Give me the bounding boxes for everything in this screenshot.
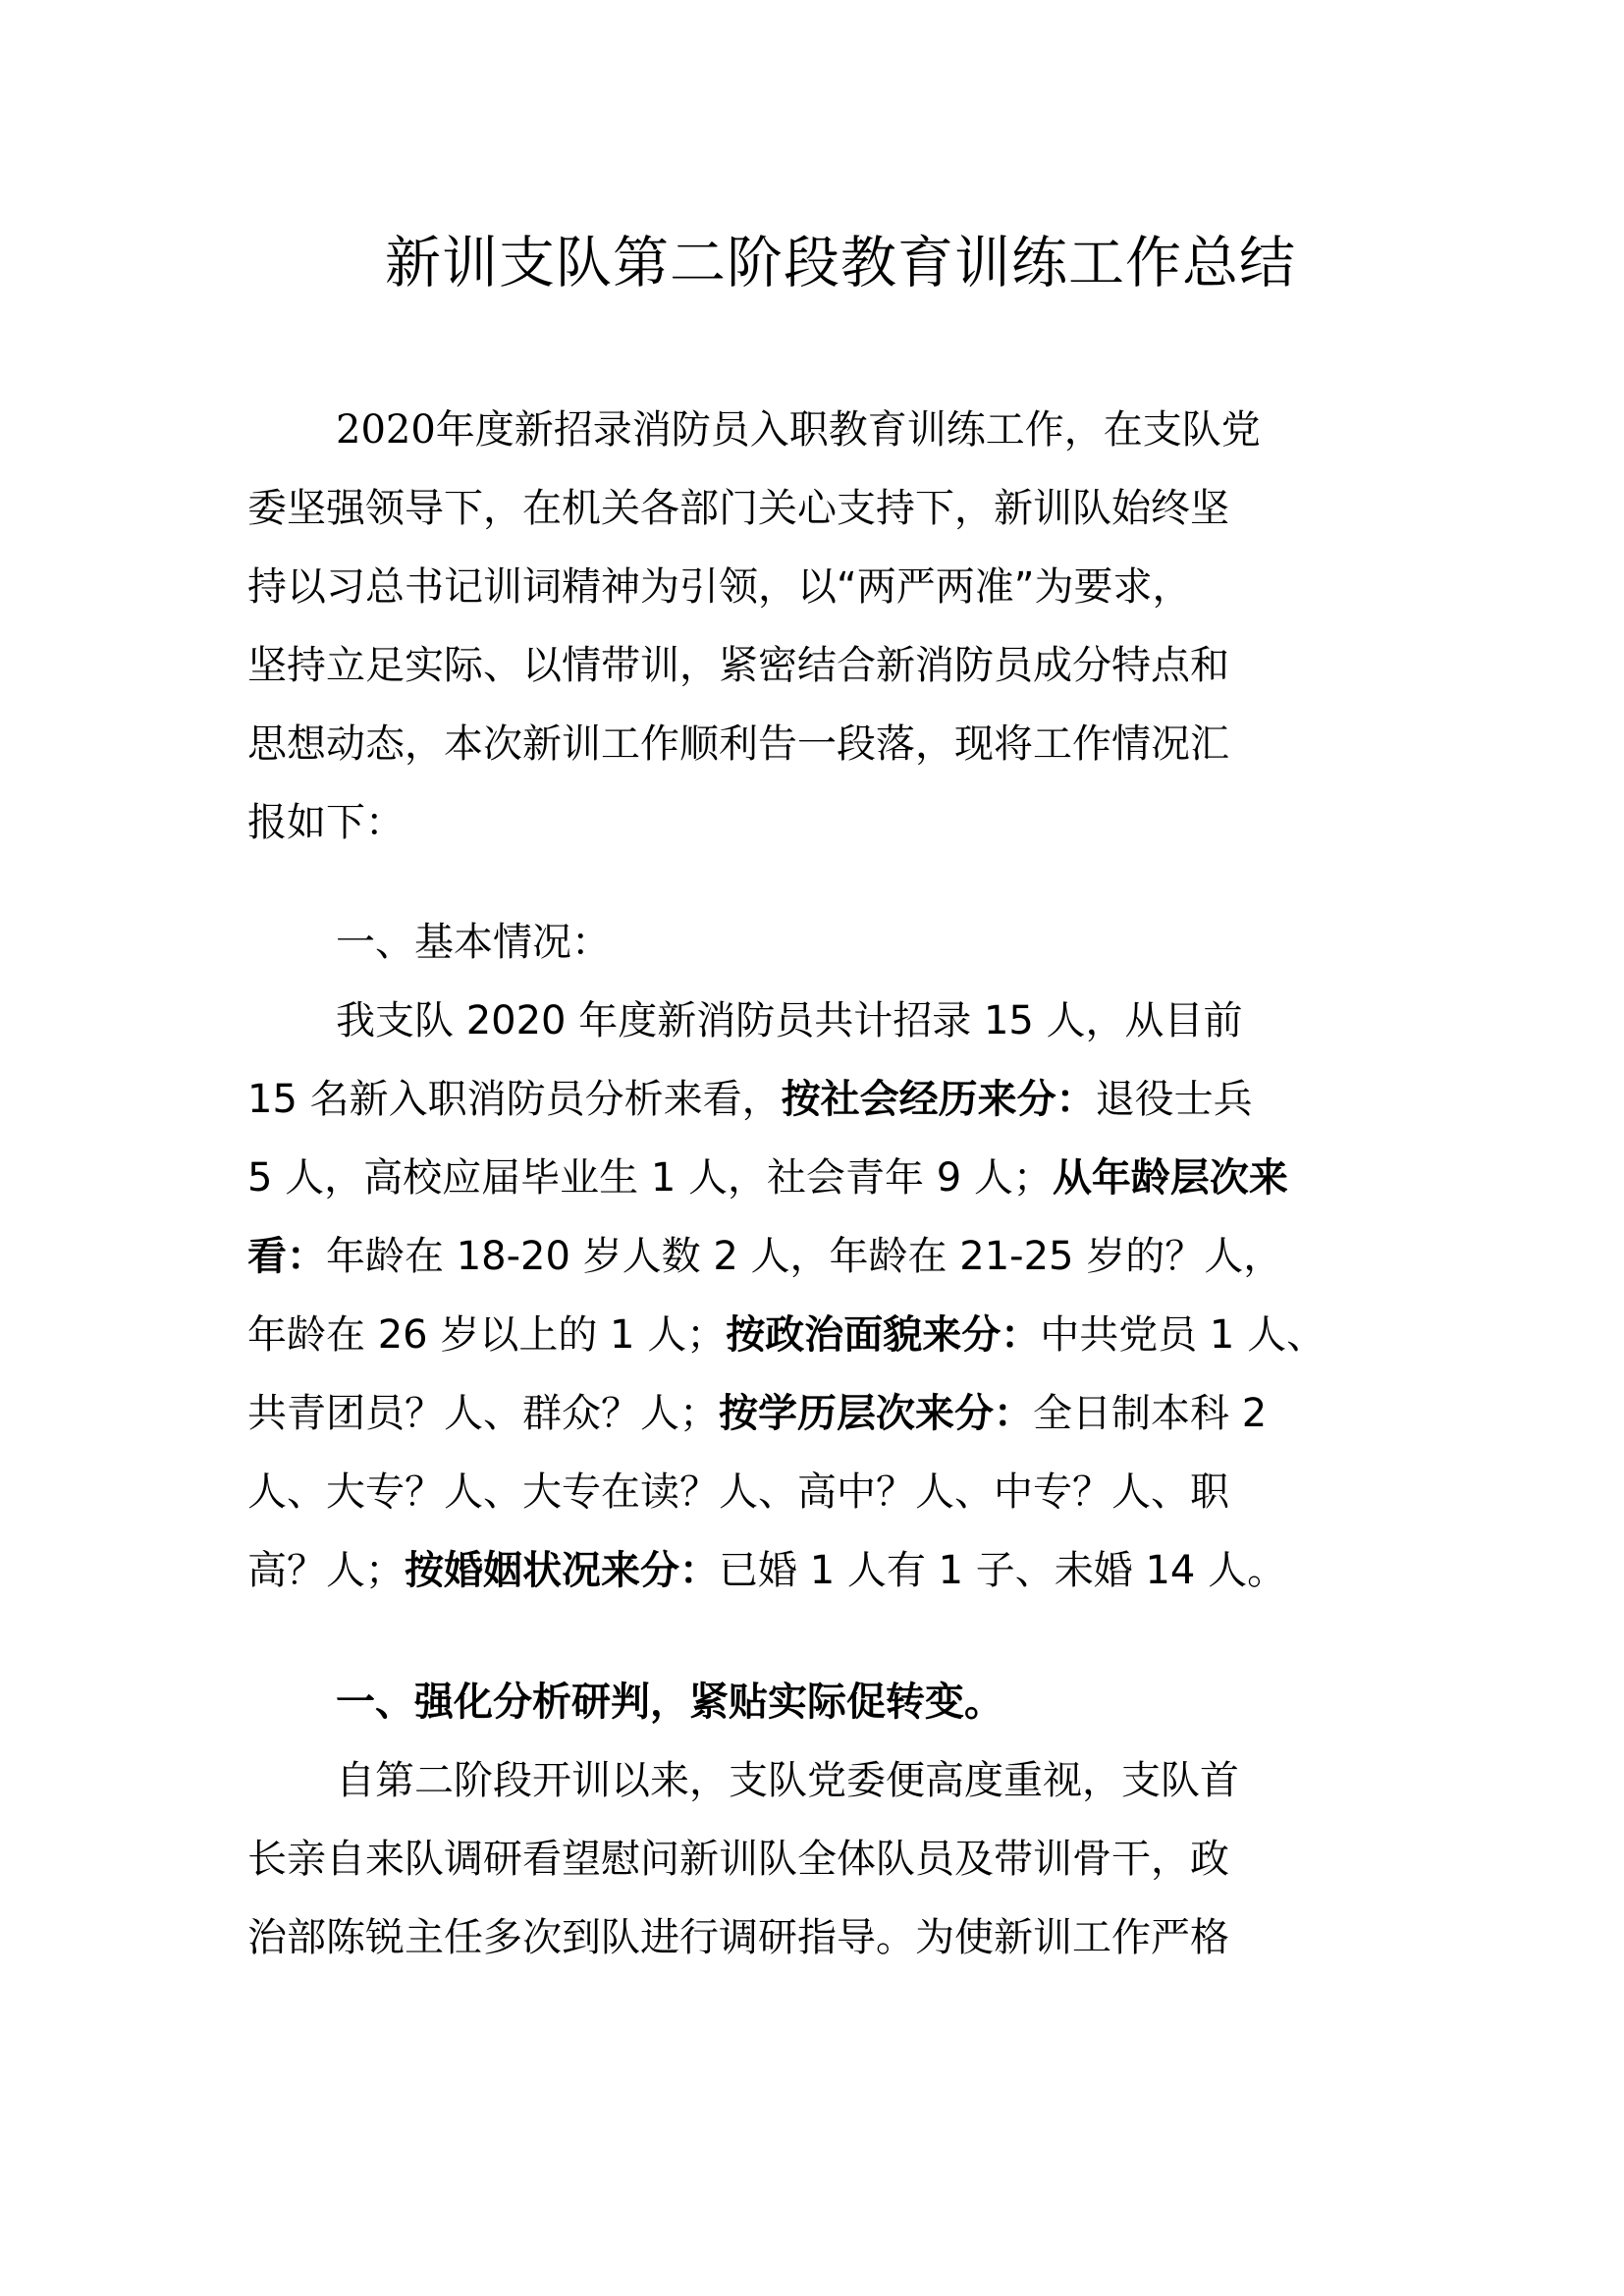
section-1-heading: 一、基本情况：	[336, 920, 611, 965]
intro-line-4: 坚持立足实际、以情带训，紧密结合新消防员成分特点和	[247, 643, 1229, 688]
intro-line-1: 2020年度新招录消防员入职教育训练工作，在支队党	[336, 407, 1261, 453]
basic-info-paragraph	[247, 982, 1390, 1610]
category-social-experience: 按社会经历来分：	[781, 1077, 1096, 1122]
category-education: 按学历层次来分：	[719, 1391, 1033, 1436]
intro-line-6: 报如下：	[247, 800, 405, 845]
category-marital-status: 按婚姻状况来分：	[405, 1548, 719, 1593]
category-political-status: 按政治面貌来分：	[726, 1312, 1041, 1358]
basic-line-3: 5 人，高校应届毕业生 1 人，社会青年 9 人；从年龄层次来	[247, 1155, 1288, 1201]
basic-line-1: 我支队 2020 年度新消防员共计招录 15 人，从目前	[336, 998, 1243, 1043]
intro-line-3: 持以习总书记训词精神为引领，以“两严两准”为要求，	[247, 564, 1192, 610]
category-age: 从年龄层次来	[1052, 1155, 1288, 1201]
intro-year: 2020	[336, 407, 436, 453]
section-2-line-2: 长亲自来队调研看望慰问新训队全体队员及带训骨干，政	[247, 1837, 1229, 1882]
basic-line-7: 人、大专？人、大专在读？人、高中？人、中专？人、职	[247, 1469, 1229, 1515]
basic-line-6: 共青团员？人、群众？人；按学历层次来分：全日制本科 2	[247, 1391, 1268, 1436]
section-2-line-3: 治部陈锐主任多次到队进行调研指导。为使新训工作严格	[247, 1915, 1229, 1960]
basic-line-5: 年龄在 26 岁以上的 1 人；按政治面貌来分：中共党员 1 人、	[247, 1312, 1326, 1358]
basic-line-4: 看：年龄在 18-20 岁人数 2 人，年龄在 21-25 岁的？人，	[247, 1234, 1283, 1279]
basic-line-2: 15 名新入职消防员分析来看，按社会经历来分：退役士兵	[247, 1077, 1253, 1122]
basic-line-8: 高？人；按婚姻状况来分：已婚 1 人有 1 子、未婚 14 人。	[247, 1548, 1287, 1593]
intro-paragraph	[247, 391, 1390, 862]
intro-line-5: 思想动态，本次新训工作顺利告一段落，现将工作情况汇	[247, 721, 1229, 767]
page-title: 新训支队第二阶段教育训练工作总结	[385, 231, 1296, 295]
section-2-line-1: 自第二阶段开训以来，支队党委便高度重视，支队首	[336, 1758, 1239, 1803]
section-2-heading: 一、强化分析研判，紧贴实际促转变。	[336, 1680, 1003, 1725]
section-2-paragraph	[247, 1741, 1390, 1977]
intro-line-2: 委坚强领导下，在机关各部门关心支持下，新训队始终坚	[247, 486, 1229, 531]
